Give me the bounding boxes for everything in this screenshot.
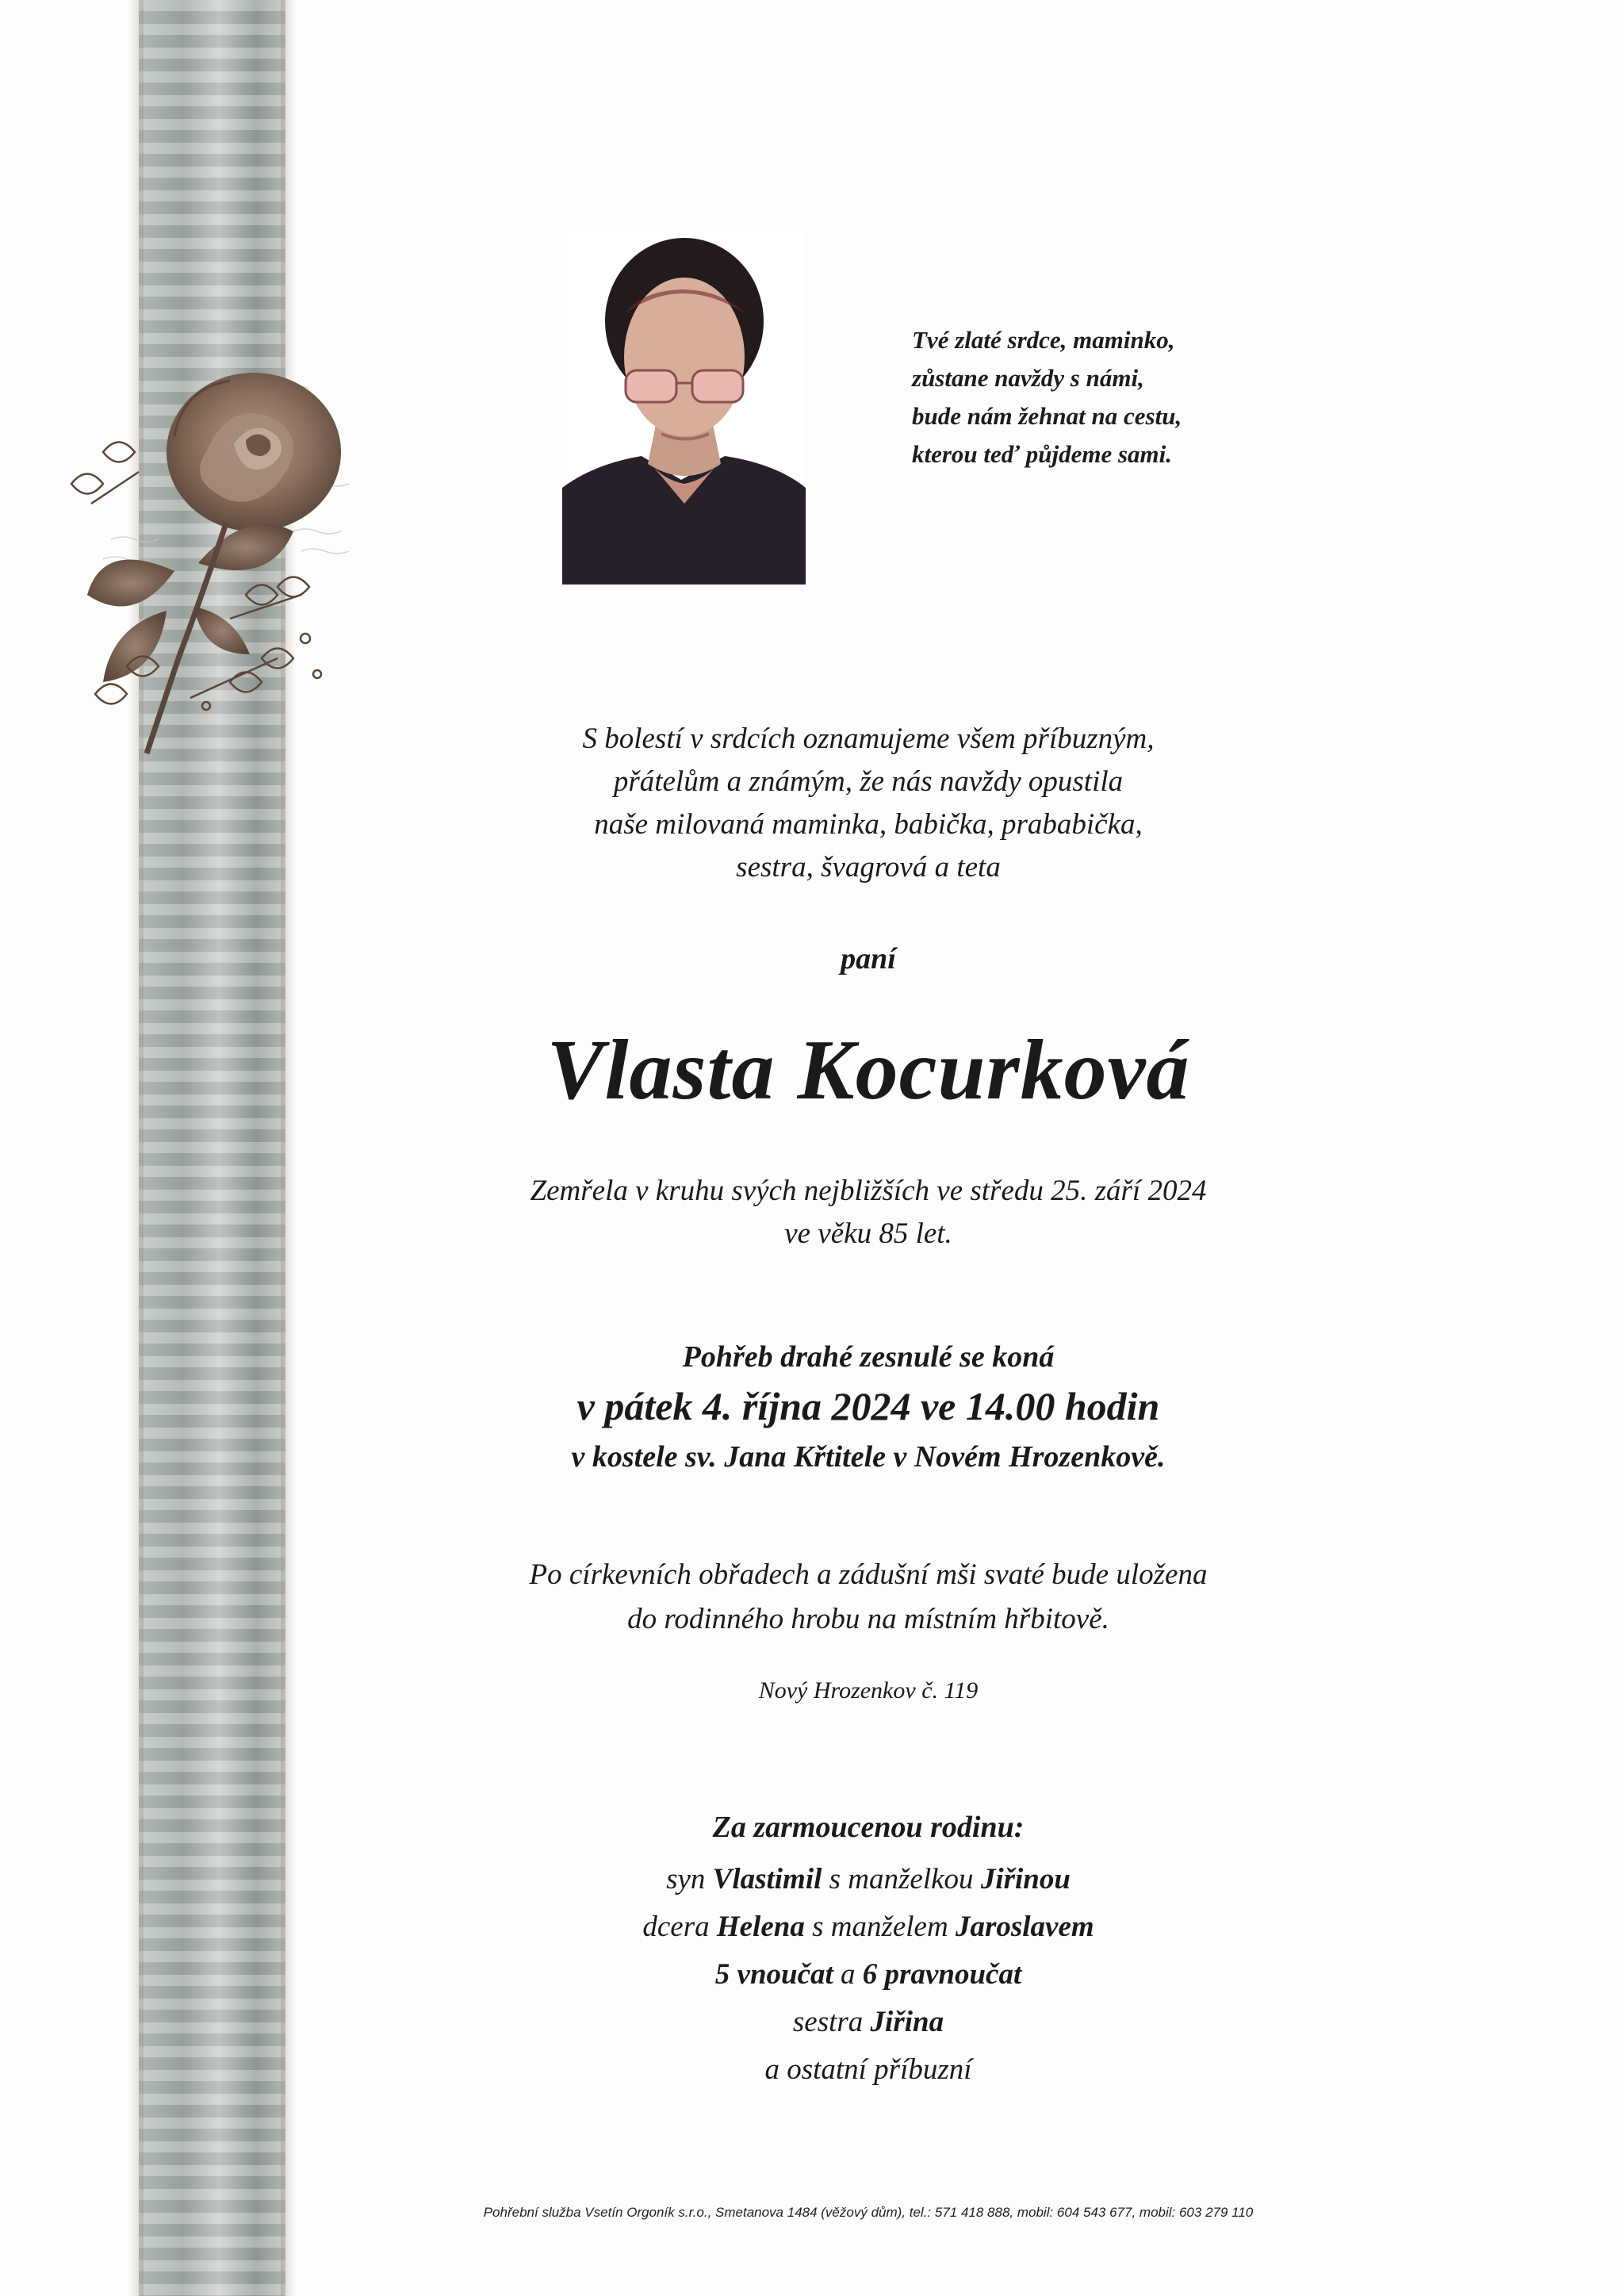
rose-icon [56, 333, 389, 777]
honorific: paní [841, 942, 896, 976]
intro-line: sestra, švagrová a teta [736, 851, 1001, 884]
age-line: ve věku 85 let. [784, 1217, 952, 1250]
poem-line: zůstane navždy s námi, [912, 364, 1144, 392]
portrait-photo [562, 226, 806, 585]
family-row: 5 vnoučat a 6 pravnoučat [714, 1958, 1022, 1991]
funeral-intro: Pohřeb drahé zesnulé se koná [682, 1340, 1055, 1374]
family-title: Za zarmoucenou rodinu: [712, 1811, 1025, 1844]
intro-line: přátelům a známým, že nás navždy opustila [613, 765, 1124, 798]
funeral-location: v kostele sv. Jana Křtitele v Novém Hrozenkově. [571, 1440, 1166, 1474]
family-row: syn Vlastimil s manželkou Jiřinou [666, 1863, 1071, 1895]
home-address: Nový Hrozenkov č. 119 [758, 1677, 979, 1704]
death-info [341, 1170, 1396, 1255]
deceased-name: Vlasta Kocurková [546, 1023, 1190, 1117]
announcement-intro [341, 718, 1396, 889]
intro-line: naše milovaná maminka, babička, prababička, [594, 808, 1143, 841]
family-list [341, 1856, 1396, 2094]
poem-line: Tvé zlaté srdce, maminko, [912, 326, 1175, 354]
poem-line: bude nám žehnat na cestu, [912, 402, 1182, 430]
burial-line: Po církevních obřadech a zádušní mši svaté bude uložena [529, 1558, 1208, 1591]
burial-line: do rodinného hrobu na místním hřbitově. [627, 1603, 1109, 1635]
family-row: a ostatní příbuzní [764, 2053, 972, 2086]
burial-info [341, 1553, 1396, 1642]
funeral-date: v pátek 4. října 2024 ve 14.00 hodin [576, 1384, 1160, 1428]
intro-line: S bolestí v srdcích oznamujeme všem příbuzným, [582, 723, 1155, 755]
family-row: dcera Helena s manželem Jaroslavem [642, 1911, 1094, 1943]
death-line: Zemřela v kruhu svých nejbližších ve středu 25. září 2024 [530, 1175, 1207, 1207]
poem-line: kterou teď půjdeme sami. [912, 440, 1173, 468]
memorial-poem [912, 321, 1277, 473]
funeral-service-footer: Pohřební služba Vsetín Orgoník s.r.o., Smetanova 1484 (věžový dům), tel.: 571 418 888, mobil: 604 543 677, mobil: 603 279 110 [483, 2205, 1254, 2220]
family-row: sestra Jiřina [792, 2006, 944, 2038]
